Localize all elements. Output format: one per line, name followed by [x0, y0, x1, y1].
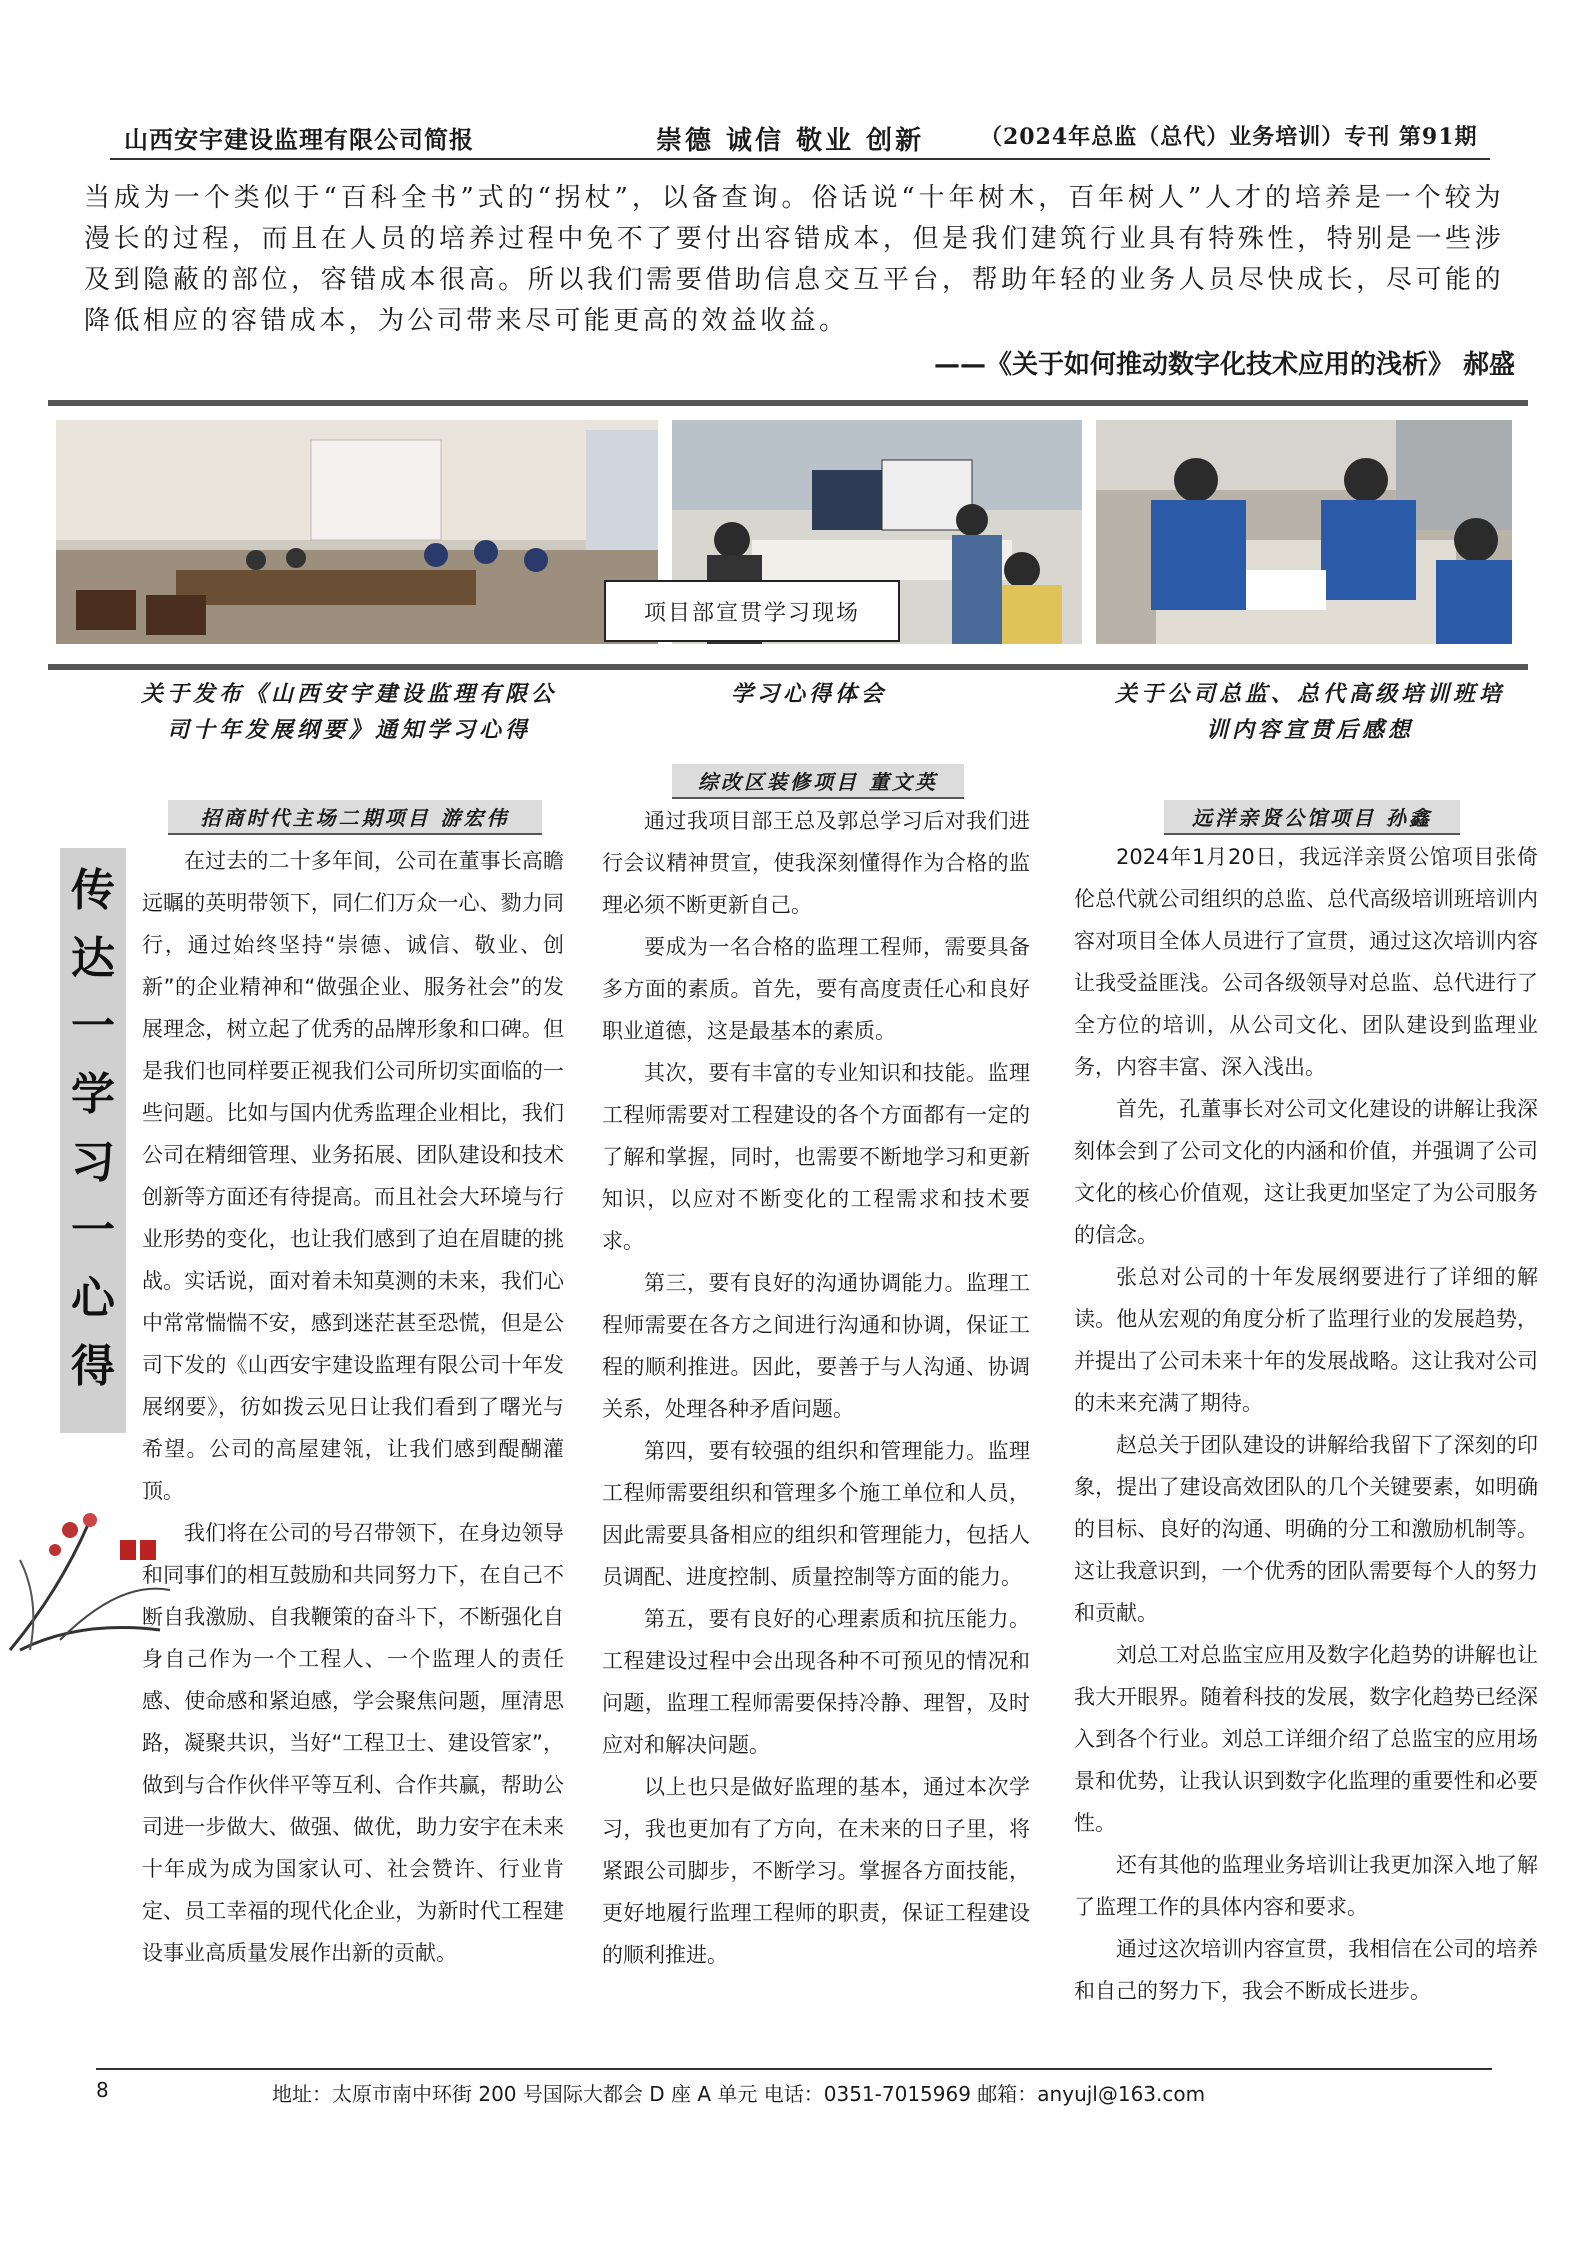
company-name: 山西安宇建设监理有限公司简报 [124, 125, 474, 154]
column3-paragraph: 2024年1月20日，我远洋亲贤公馆项目张倚伦总代就公司组织的总监、总代高级培训班培训内容对项目全体人员进行了宣贯，通过这次培训内容让我受益匪浅。公司各级领导对总监、总代进行了全方位的培训，从公司文化、团队建设到监理业务，内容丰富、深入浅出。 [1074, 845, 1538, 1079]
banner-char: 心 [71, 1273, 115, 1324]
column3-paragraph: 赵总关于团队建设的讲解给我留下了深刻的印象，提出了建设高效团队的几个关键要素，如明确的目标、良好的沟通、明确的分工和激励机制等。这让我意识到，一个优秀的团队需要每个人的努力和贡献。 [1074, 1433, 1538, 1625]
column3-body [1074, 836, 1538, 2012]
column3-paragraph: 还有其他的监理业务培训让我更加深入地了解了监理工作的具体内容和要求。 [1074, 1853, 1538, 1919]
column2-paragraph: 其次，要有丰富的专业知识和技能。监理工程师需要对工程建设的各个方面都有一定的了解和掌握，同时，也需要不断地学习和更新知识，以应对不断变化的工程需求和技术要求。 [602, 1061, 1030, 1253]
column1-paragraph: 在过去的二十多年间，公司在董事长高瞻远瞩的英明带领下，同仁们万众一心、勠力同行，通过始终坚持“崇德、诚信、敬业、创新”的企业精神和“做强企业、服务社会”的发展理念，树立起了优秀的品牌形象和口碑。但是我们也同样要正视我们公司所切实面临的一些问题。比如与国内优秀监理企业相比，我们公司在精细管理、业务拓展、团队建设和技术创新等方面还有待提高。而且社会大环境与行业形势的变化，也让我们感到了迫在眉睫的挑战。实话说，面对着未知莫测的未来，我们心中常常惴惴不安，感到迷茫甚至恐慌，但是公司下发的《山西安宇建设监理有限公司十年发展纲要》，彷如拨云见日让我们看到了曙光与希望。公司的高屋建瓴，让我们感到醍醐灌顶。 [142, 849, 564, 1503]
intro-signature: ——《关于如何推动数字化技术应用的浅析》 郝盛 [933, 350, 1515, 380]
banner-char: 一 [71, 1001, 115, 1052]
column2-author: 综改区装修项目 董文英 [672, 764, 964, 799]
banner-char: 传 [71, 865, 115, 916]
column3-title: 关于公司总监、总代高级培训班培训内容宣贯后感想 [1114, 681, 1505, 743]
training-discussion-photo [1096, 420, 1512, 644]
intro-paragraph: 当成为一个类似于“百科全书”式的“拐杖”，以备查询。俗话说“十年树木，百年树人”人才的培养是一个较为漫长的过程，而且在人员的培养过程中免不了要付出容错成本，但是我们建筑行业具有特殊性，特别是一些涉及到隐蔽的部位，容错成本很高。所以我们需要借助信息交互平台，帮助年轻的业务人员尽快成长，尽可能的降低相应的容错成本，为公司带来尽可能更高的效益收益。 [84, 183, 1504, 336]
section-divider-bottom [48, 664, 1528, 670]
column3-paragraph: 通过这次培训内容宣贯，我相信在公司的培养和自己的努力下，我会不断成长进步。 [1074, 1937, 1538, 2003]
column1-title: 关于发布《山西安宇建设监理有限公司十年发展纲要》通知学习心得 [140, 681, 557, 743]
column1-author: 招商时代主场二期项目 游宏伟 [168, 800, 542, 835]
footer-divider [96, 2068, 1492, 2070]
banner-char: 一 [71, 1205, 115, 1256]
column1-body [142, 840, 564, 1974]
company-motto: 崇德 诚信 敬业 创新 [656, 126, 925, 156]
column2-paragraph: 第四，要有较强的组织和管理能力。监理工程师需要组织和管理多个施工单位和人员，因此需要具备相应的组织和管理能力，包括人员调配、进度控制、质量控制等方面的能力。 [602, 1439, 1030, 1589]
side-banner [60, 848, 126, 1433]
column3-author: 远洋亲贤公馆项目 孙鑫 [1164, 800, 1460, 835]
column2-body [602, 800, 1030, 1976]
meeting-room-photo [56, 420, 658, 644]
column3-paragraph: 首先，孔董事长对公司文化建设的讲解让我深刻体会到了公司文化的内涵和价值，并强调了公司文化的核心价值观，这让我更加坚定了为公司服务的信念。 [1074, 1097, 1538, 1247]
column3-paragraph: 刘总工对总监宝应用及数字化趋势的讲解也让我大开眼界。随着科技的发展，数字化趋势已经深入到各个行业。刘总工详细介绍了总监宝的应用场景和优势，让我认识到数字化监理的重要性和必要性。 [1074, 1643, 1538, 1835]
photo-caption: 项目部宣贯学习现场 [604, 580, 900, 642]
column1-paragraph: 我们将在公司的号召带领下，在身边领导和同事们的相互鼓励和共同努力下，在自己不断自我激励、自我鞭策的奋斗下，不断强化自身自己作为一个工程人、一个监理人的责任感、使命感和紧迫感，学会聚焦问题，厘清思路，凝聚共识，当好“工程卫士、建设管家”，做到与合作伙伴平等互利、合作共赢，帮助公司进一步做大、做强、做优，助力安宇在未来十年成为成为国家认可、社会赞许、行业肯定、员工幸福的现代化企业，为新时代工程建设事业高质量发展作出新的贡献。 [142, 1521, 564, 1965]
banner-char: 得 [71, 1341, 115, 1392]
banner-char: 达 [71, 933, 115, 984]
footer-contact: 地址：太原市南中环街 200 号国际大都会 D 座 A 单元 电话：0351-7015969 邮箱：anyujl@163.com [272, 2082, 1206, 2106]
page-number: 8 [96, 2078, 109, 2102]
column2-title: 学习心得体会 [730, 681, 887, 707]
column2-paragraph: 第五，要有良好的心理素质和抗压能力。工程建设过程中会出现各种不可预见的情况和问题，监理工程师需要保持冷静、理智，及时应对和解决问题。 [602, 1607, 1030, 1757]
banner-char: 习 [71, 1137, 115, 1188]
issue-label: （2024年总监（总代）业务培训）专刊 第91期 [980, 124, 1478, 150]
section-divider-top [48, 400, 1528, 406]
column2-paragraph: 第三，要有良好的沟通协调能力。监理工程师需要在各方之间进行沟通和协调，保证工程的顺利推进。因此，要善于与人沟通、协调关系，处理各种矛盾问题。 [602, 1271, 1030, 1421]
column2-paragraph: 以上也只是做好监理的基本，通过本次学习，我也更加有了方向，在未来的日子里，将紧跟公司脚步，不断学习。掌握各方面技能，更好地履行监理工程师的职责，保证工程建设的顺利推进。 [602, 1775, 1030, 1967]
column2-paragraph: 要成为一名合格的监理工程师，需要具备多方面的素质。首先，要有高度责任心和良好职业道德，这是最基本的素质。 [602, 935, 1030, 1043]
column2-paragraph: 通过我项目部王总及郭总学习后对我们进行会议精神贯宣，使我深刻懂得作为合格的监理必须不断更新自己。 [602, 809, 1030, 917]
intro-text [84, 178, 1504, 342]
column3-paragraph: 张总对公司的十年发展纲要进行了详细的解读。他从宏观的角度分析了监理行业的发展趋势，并提出了公司未来十年的发展战略。这让我对公司的未来充满了期待。 [1074, 1265, 1538, 1415]
banner-char: 学 [71, 1069, 115, 1120]
header-divider [110, 158, 1490, 160]
